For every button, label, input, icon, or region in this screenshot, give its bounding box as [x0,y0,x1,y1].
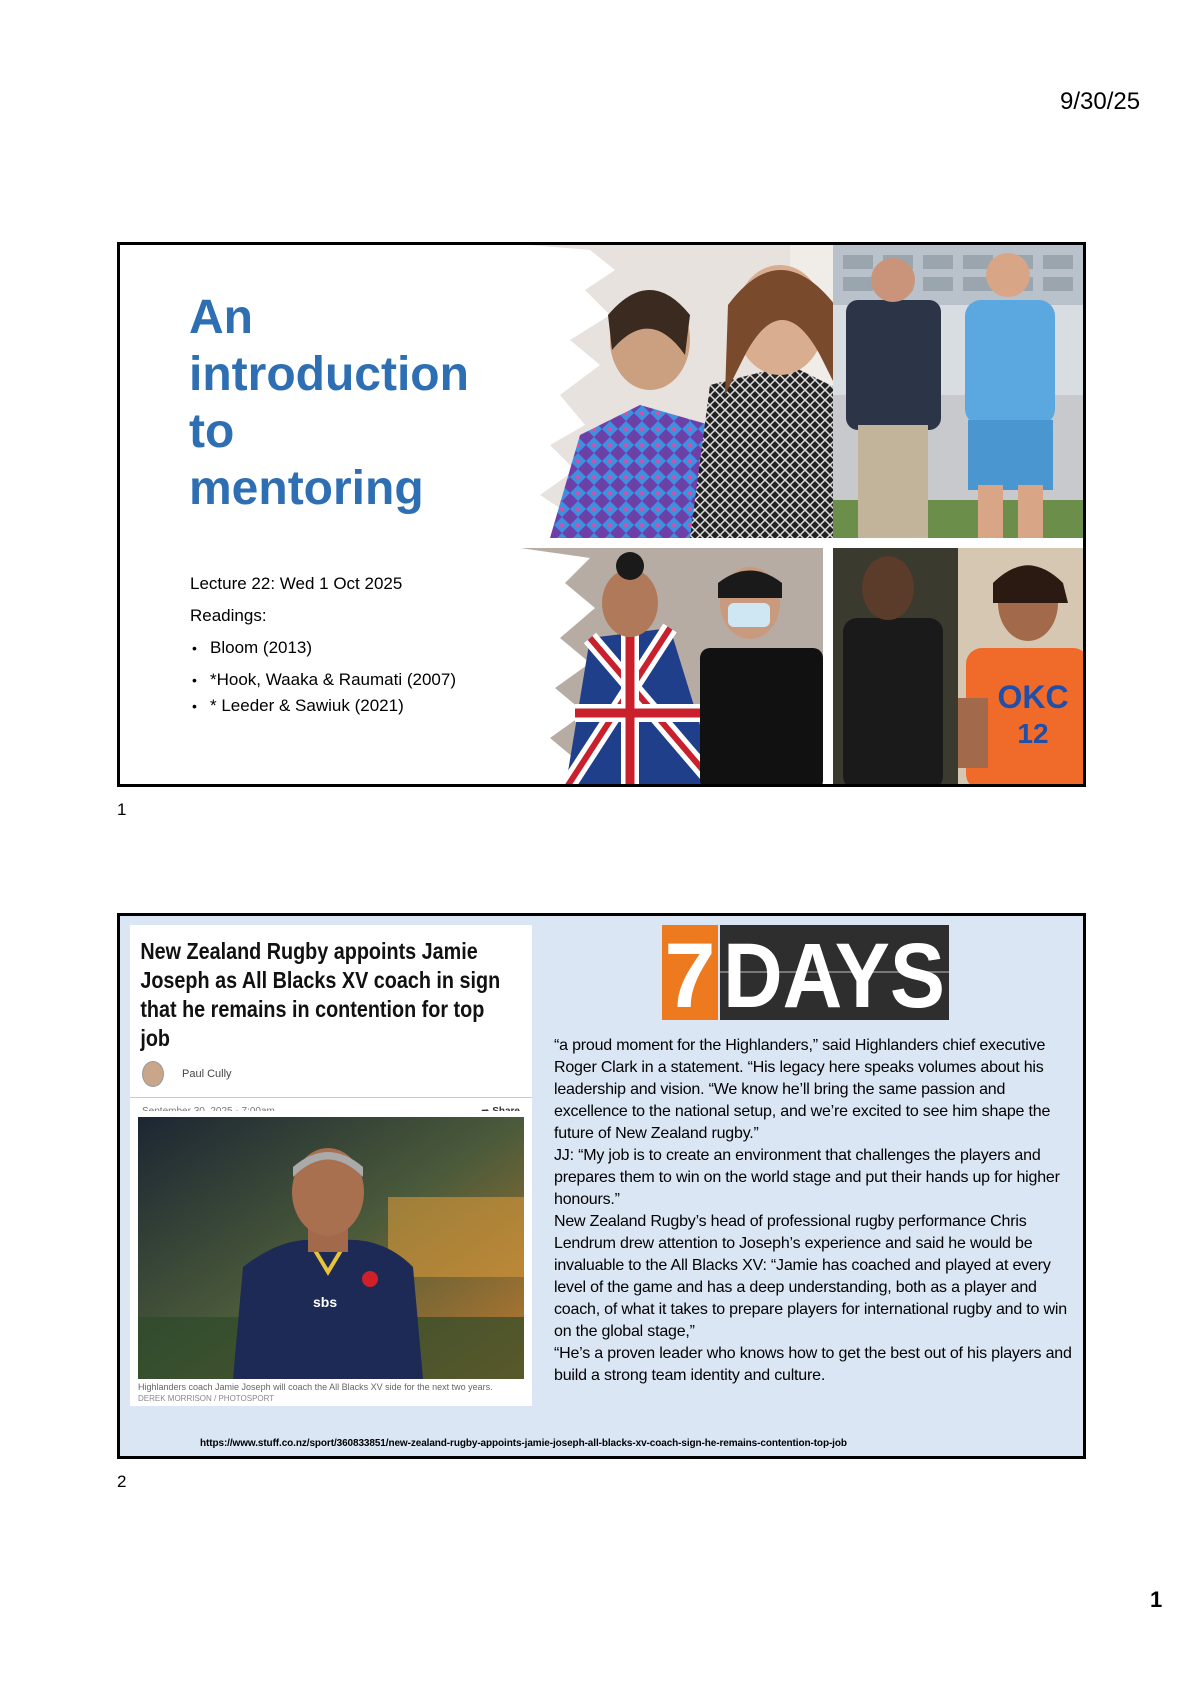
photo-stadium-men [833,245,1086,538]
logo-number: 7 [664,925,716,1020]
reading-item: • * Leeder & Sawiuk (2021) [192,696,404,715]
title-line: introduction [189,348,469,401]
slide-1 [117,242,1086,787]
article-header-card [130,925,532,1125]
slide-2 [117,913,1086,1459]
slide-title [189,289,489,517]
title-line: mentoring [189,462,424,515]
reading-item: • *Hook, Waaka & Raumati (2007) [192,670,456,689]
photo-basketball [833,548,1086,787]
slide-number-1: 1 [117,800,127,819]
title-line: to [189,405,235,458]
page-date: 9/30/25 [1060,88,1141,115]
logo-word: DAYS [723,925,945,1020]
shirt-sponsor: sbs [313,1294,338,1310]
photo-credit: DEREK MORRISON / PHOTOSPORT [138,1394,275,1403]
lecture-date: Lecture 22: Wed 1 Oct 2025 [190,574,403,593]
article-quotes [554,1035,1074,1387]
slide-number-2: 2 [117,1472,127,1491]
title-line: An [189,291,253,344]
source-link[interactable]: https://www.stuff.co.nz/sport/360833851/new-zealand-rugby-appoints-jamie-joseph-all-blacks-xv-coach-sign-he-remains-contention-top-job [200,1438,847,1449]
readings-label: Readings: [190,606,267,625]
photo-coach [138,1117,524,1379]
lecture-info [190,568,456,716]
article-headline: New Zealand Rugby appoints Jamie Joseph as All Blacks XV coach in sign that he remains in contention for top job [140,938,501,1051]
photo-athlete-flag [490,548,823,787]
readings-list [190,632,456,716]
jersey-number: 12 [1017,718,1049,749]
photo-caption: Highlanders coach Jamie Joseph will coach the All Blacks XV side for the next two years. DEREK MORRISON / PHOTOSPORT [138,1382,493,1403]
reading-item: • Bloom (2013) [192,638,313,657]
seven-days-logo [662,925,949,1020]
article-photo-card [130,1111,532,1406]
quote-paragraph: “He’s a proven leader who knows how to get the best out of his players and build a strong team identity and culture. [554,1345,1072,1384]
byline [130,1053,532,1087]
quote-paragraph: New Zealand Rugby’s head of professional rugby performance Chris Lendrum drew attention to Joseph’s experience and said he would be invaluable to the All Blacks XV: “Jamie has coached and played at every level of the game and has a deep understanding, both as a player and coach, of what it takes to prepare players for international rugby and to win on the global stage,” [554,1213,1067,1340]
page-number: 1 [1150,1587,1163,1612]
quote-paragraph: JJ: “My job is to create an environment that challenges the players and prepares them to win on the world stage and put their hands up for higher honours.” [554,1147,1060,1208]
author-name: Paul Cully [182,1068,232,1080]
author-avatar [142,1061,164,1087]
jersey-text: OKC [997,679,1069,715]
quote-paragraph: “a proud moment for the Highlanders,” said Highlanders chief executive Roger Clark in a statement. “His legacy here speaks volumes about his leadership and vision. “We know he’ll bring the same passion and excellence to the national setup, and we’re excited to see him shape the future of New Zealand rugby.” [554,1037,1051,1142]
